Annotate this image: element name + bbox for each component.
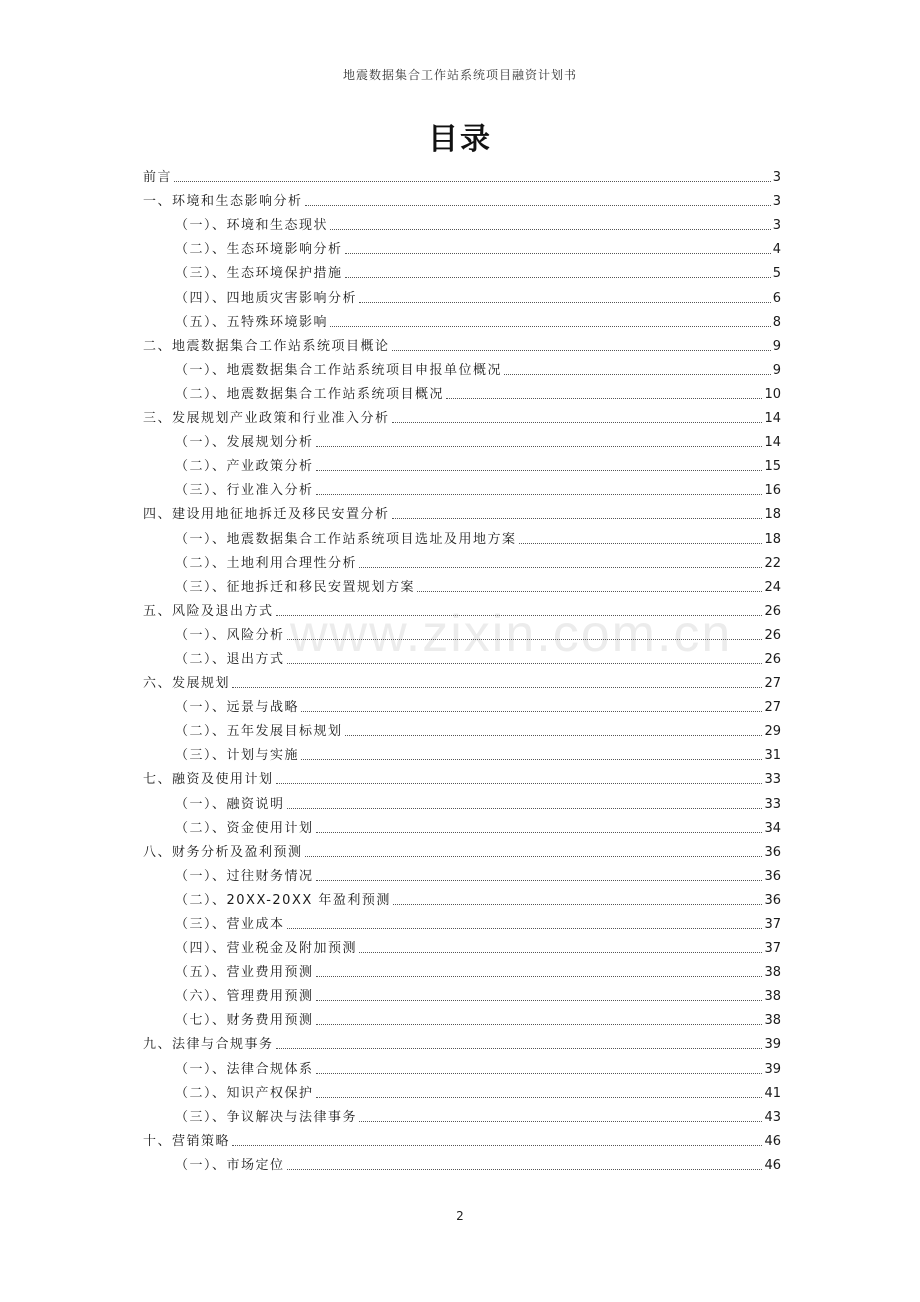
- toc-entry-page: 26: [764, 603, 781, 619]
- toc-entry-page: 27: [764, 700, 781, 716]
- toc-entry-page: 9: [772, 338, 781, 354]
- dot-leader: [345, 735, 763, 736]
- toc-entry-page: 38: [764, 989, 781, 1005]
- dot-leader: [504, 374, 771, 375]
- toc-subentry[interactable]: [143, 692, 781, 716]
- dot-leader: [316, 1073, 763, 1074]
- toc-entry-page: 16: [764, 483, 781, 499]
- dot-leader: [287, 639, 763, 640]
- toc-entry-title: 五、风险及退出方式: [143, 603, 274, 619]
- toc-entry-page: 34: [764, 820, 781, 836]
- dot-leader: [316, 880, 763, 881]
- toc-entry-title: （二）、生态环境影响分析: [175, 242, 343, 258]
- toc-entry-page: 43: [764, 1109, 781, 1125]
- dot-leader: [305, 205, 771, 206]
- toc-entry-title: 四、建设用地征地拆迁及移民安置分析: [143, 507, 390, 523]
- toc-entry-title: 六、发展规划: [143, 676, 231, 692]
- toc-subentry[interactable]: [143, 740, 781, 764]
- toc-title: 目录: [428, 122, 492, 157]
- toc-entry[interactable]: [143, 499, 781, 523]
- toc-subentry[interactable]: [143, 475, 781, 499]
- dot-leader: [316, 494, 763, 495]
- dot-leader: [301, 759, 762, 760]
- toc-entry-page: 8: [772, 314, 781, 330]
- toc-entry-title: （一）、融资说明: [175, 796, 285, 812]
- dot-leader: [392, 422, 763, 423]
- toc-entry[interactable]: [143, 162, 781, 186]
- dot-leader: [287, 808, 763, 809]
- toc-entry-page: 3: [772, 170, 781, 186]
- dot-leader: [316, 1097, 763, 1098]
- dot-leader: [345, 253, 771, 254]
- toc-entry[interactable]: [143, 837, 781, 861]
- toc-entry-title: （三）、计划与实施: [175, 748, 300, 764]
- toc-entry-page: 36: [764, 844, 781, 860]
- toc-entry-page: 26: [764, 627, 781, 643]
- toc-entry-page: 10: [764, 386, 781, 402]
- toc-entry-title: （二）、地震数据集合工作站系统项目概况: [175, 386, 445, 402]
- toc-subentry[interactable]: [143, 813, 781, 837]
- toc-entry-title: （一）、市场定位: [175, 1157, 285, 1173]
- toc-subentry[interactable]: [143, 282, 781, 306]
- toc-subentry[interactable]: [143, 548, 781, 572]
- dot-leader: [330, 229, 771, 230]
- toc-entry-page: 38: [764, 965, 781, 981]
- toc-entry[interactable]: [143, 331, 781, 355]
- toc-subentry[interactable]: [143, 620, 781, 644]
- toc-entry-page: 6: [772, 290, 781, 306]
- dot-leader: [287, 663, 763, 664]
- toc-entry-page: 41: [764, 1085, 781, 1101]
- toc-subentry[interactable]: [143, 1150, 781, 1174]
- dot-leader: [316, 446, 763, 447]
- dot-leader: [232, 687, 762, 688]
- toc-entry-title: （三）、征地拆迁和移民安置规划方案: [175, 579, 416, 595]
- dot-leader: [174, 181, 771, 182]
- toc-entry-page: 5: [772, 266, 781, 282]
- dot-leader: [345, 277, 771, 278]
- toc-entry-title: （二）、产业政策分析: [175, 459, 314, 475]
- dot-leader: [287, 1169, 763, 1170]
- toc-entry-title: （二）、20XX-20XX 年盈利预测: [175, 892, 391, 908]
- toc-entry-page: 33: [764, 796, 781, 812]
- toc-entry-page: 3: [772, 194, 781, 210]
- toc-entry[interactable]: [143, 668, 781, 692]
- toc-entry[interactable]: [143, 596, 781, 620]
- toc-entry-title: （一）、环境和生态现状: [175, 218, 329, 234]
- toc-entry-page: 4: [772, 242, 781, 258]
- toc-entry-title: （二）、退出方式: [175, 651, 285, 667]
- toc-entry-page: 36: [764, 892, 781, 908]
- toc-subentry[interactable]: [143, 861, 781, 885]
- toc-entry-title: （四）、四地质灾害影响分析: [175, 290, 358, 306]
- toc-entry-title: （二）、资金使用计划: [175, 820, 314, 836]
- toc-subentry[interactable]: [143, 933, 781, 957]
- dot-leader: [316, 1000, 763, 1001]
- dot-leader: [305, 856, 763, 857]
- toc-entry-title: （二）、土地利用合理性分析: [175, 555, 358, 571]
- dot-leader: [446, 398, 762, 399]
- toc-subentry[interactable]: [143, 909, 781, 933]
- dot-leader: [316, 1024, 763, 1025]
- toc-entry-page: 15: [764, 459, 781, 475]
- toc-subentry[interactable]: [143, 1102, 781, 1126]
- toc-subentry[interactable]: [143, 210, 781, 234]
- toc-entry-title: （一）、法律合规体系: [175, 1061, 314, 1077]
- toc-entry-page: 39: [764, 1037, 781, 1053]
- toc-subentry[interactable]: [143, 355, 781, 379]
- dot-leader: [359, 1121, 762, 1122]
- toc-subentry[interactable]: [143, 957, 781, 981]
- toc-entry-title: （一）、地震数据集合工作站系统项目选址及用地方案: [175, 531, 517, 547]
- dot-leader: [417, 591, 762, 592]
- toc-subentry[interactable]: [143, 258, 781, 282]
- toc-subentry[interactable]: [143, 1078, 781, 1102]
- toc-entry-page: 29: [764, 724, 781, 740]
- document-header: 地震数据集合工作站系统项目融资计划书: [342, 68, 577, 82]
- page-number: 2: [456, 1209, 464, 1223]
- dot-leader: [232, 1145, 762, 1146]
- toc-entry-title: （一）、过往财务情况: [175, 868, 314, 884]
- toc-entry-page: 36: [764, 868, 781, 884]
- toc-subentry[interactable]: [143, 307, 781, 331]
- dot-leader: [276, 1048, 763, 1049]
- toc-entry-page: 37: [764, 941, 781, 957]
- toc-subentry[interactable]: [143, 523, 781, 547]
- toc-entry-page: 46: [764, 1133, 781, 1149]
- toc-entry-title: （三）、营业成本: [175, 917, 285, 932]
- dot-leader: [392, 518, 763, 519]
- toc-subentry[interactable]: [143, 1005, 781, 1029]
- toc-entry-title: 二、地震数据集合工作站系统项目概论: [143, 338, 390, 354]
- toc-entry-page: 14: [764, 435, 781, 451]
- toc-entry-title: （三）、行业准入分析: [175, 483, 314, 499]
- toc-subentry[interactable]: [143, 644, 781, 668]
- dot-leader: [301, 711, 762, 712]
- dot-leader: [287, 928, 763, 929]
- toc-entry-page: 38: [764, 1013, 781, 1029]
- toc-entry-page: 18: [764, 507, 781, 523]
- dot-leader: [330, 326, 771, 327]
- dot-leader: [316, 470, 763, 471]
- toc-subentry[interactable]: [143, 981, 781, 1005]
- toc-entry-title: 九、法律与合规事务: [143, 1037, 274, 1053]
- toc-entry-page: 14: [764, 411, 781, 427]
- toc-subentry[interactable]: [143, 885, 781, 909]
- toc-entry-page: 31: [764, 748, 781, 764]
- toc-entry-page: 22: [764, 555, 781, 571]
- toc-entry[interactable]: [143, 186, 781, 210]
- dot-leader: [392, 350, 771, 351]
- watermark: www.zixin.com.cn: [290, 605, 733, 663]
- toc-entry-page: 37: [764, 917, 781, 932]
- toc-entry-title: 十、营销策略: [143, 1133, 231, 1149]
- toc-entry-title: （七）、财务费用预测: [175, 1013, 314, 1029]
- toc-entry-title: 八、财务分析及盈利预测: [143, 844, 303, 860]
- table-of-contents: [143, 162, 781, 1174]
- toc-subentry[interactable]: [143, 716, 781, 740]
- toc-entry-title: （五）、营业费用预测: [175, 965, 314, 981]
- dot-leader: [359, 952, 762, 953]
- dot-leader: [519, 543, 763, 544]
- toc-entry-title: （一）、发展规划分析: [175, 435, 314, 451]
- toc-entry-title: （六）、管理费用预测: [175, 989, 314, 1005]
- toc-entry[interactable]: [143, 1126, 781, 1150]
- toc-entry-page: 26: [764, 651, 781, 667]
- toc-subentry[interactable]: [143, 379, 781, 403]
- toc-entry-title: （二）、知识产权保护: [175, 1085, 314, 1101]
- toc-subentry[interactable]: [143, 572, 781, 596]
- dot-leader: [359, 302, 771, 303]
- toc-entry-title: （四）、营业税金及附加预测: [175, 941, 358, 957]
- toc-entry-title: 一、环境和生态影响分析: [143, 194, 303, 210]
- toc-entry[interactable]: [143, 1029, 781, 1053]
- toc-entry-title: 七、融资及使用计划: [143, 772, 274, 788]
- toc-subentry[interactable]: [143, 427, 781, 451]
- toc-entry-page: 27: [764, 676, 781, 692]
- toc-entry-title: 三、发展规划产业政策和行业准入分析: [143, 411, 390, 427]
- toc-entry-title: （二）、五年发展目标规划: [175, 724, 343, 740]
- dot-leader: [393, 904, 763, 905]
- dot-leader: [359, 567, 762, 568]
- toc-entry-page: 18: [764, 531, 781, 547]
- toc-subentry[interactable]: [143, 451, 781, 475]
- toc-entry[interactable]: [143, 764, 781, 788]
- toc-entry-page: 9: [772, 362, 781, 378]
- toc-entry-page: 24: [764, 579, 781, 595]
- dot-leader: [316, 832, 763, 833]
- toc-entry-title: （三）、争议解决与法律事务: [175, 1109, 358, 1125]
- toc-entry-page: 39: [764, 1061, 781, 1077]
- toc-entry-title: （三）、生态环境保护措施: [175, 266, 343, 282]
- toc-entry-title: （一）、风险分析: [175, 627, 285, 643]
- toc-subentry[interactable]: [143, 234, 781, 258]
- toc-entry-page: 46: [764, 1157, 781, 1173]
- toc-subentry[interactable]: [143, 1053, 781, 1077]
- toc-entry-title: 前言: [143, 170, 173, 186]
- toc-entry-title: （一）、远景与战略: [175, 700, 300, 716]
- toc-entry-page: 3: [772, 218, 781, 234]
- dot-leader: [316, 976, 763, 977]
- dot-leader: [276, 615, 763, 616]
- toc-entry-title: （一）、地震数据集合工作站系统项目申报单位概况: [175, 362, 503, 378]
- toc-entry[interactable]: [143, 403, 781, 427]
- dot-leader: [276, 783, 763, 784]
- toc-subentry[interactable]: [143, 788, 781, 812]
- toc-entry-page: 33: [764, 772, 781, 788]
- toc-entry-title: （五）、五特殊环境影响: [175, 314, 329, 330]
